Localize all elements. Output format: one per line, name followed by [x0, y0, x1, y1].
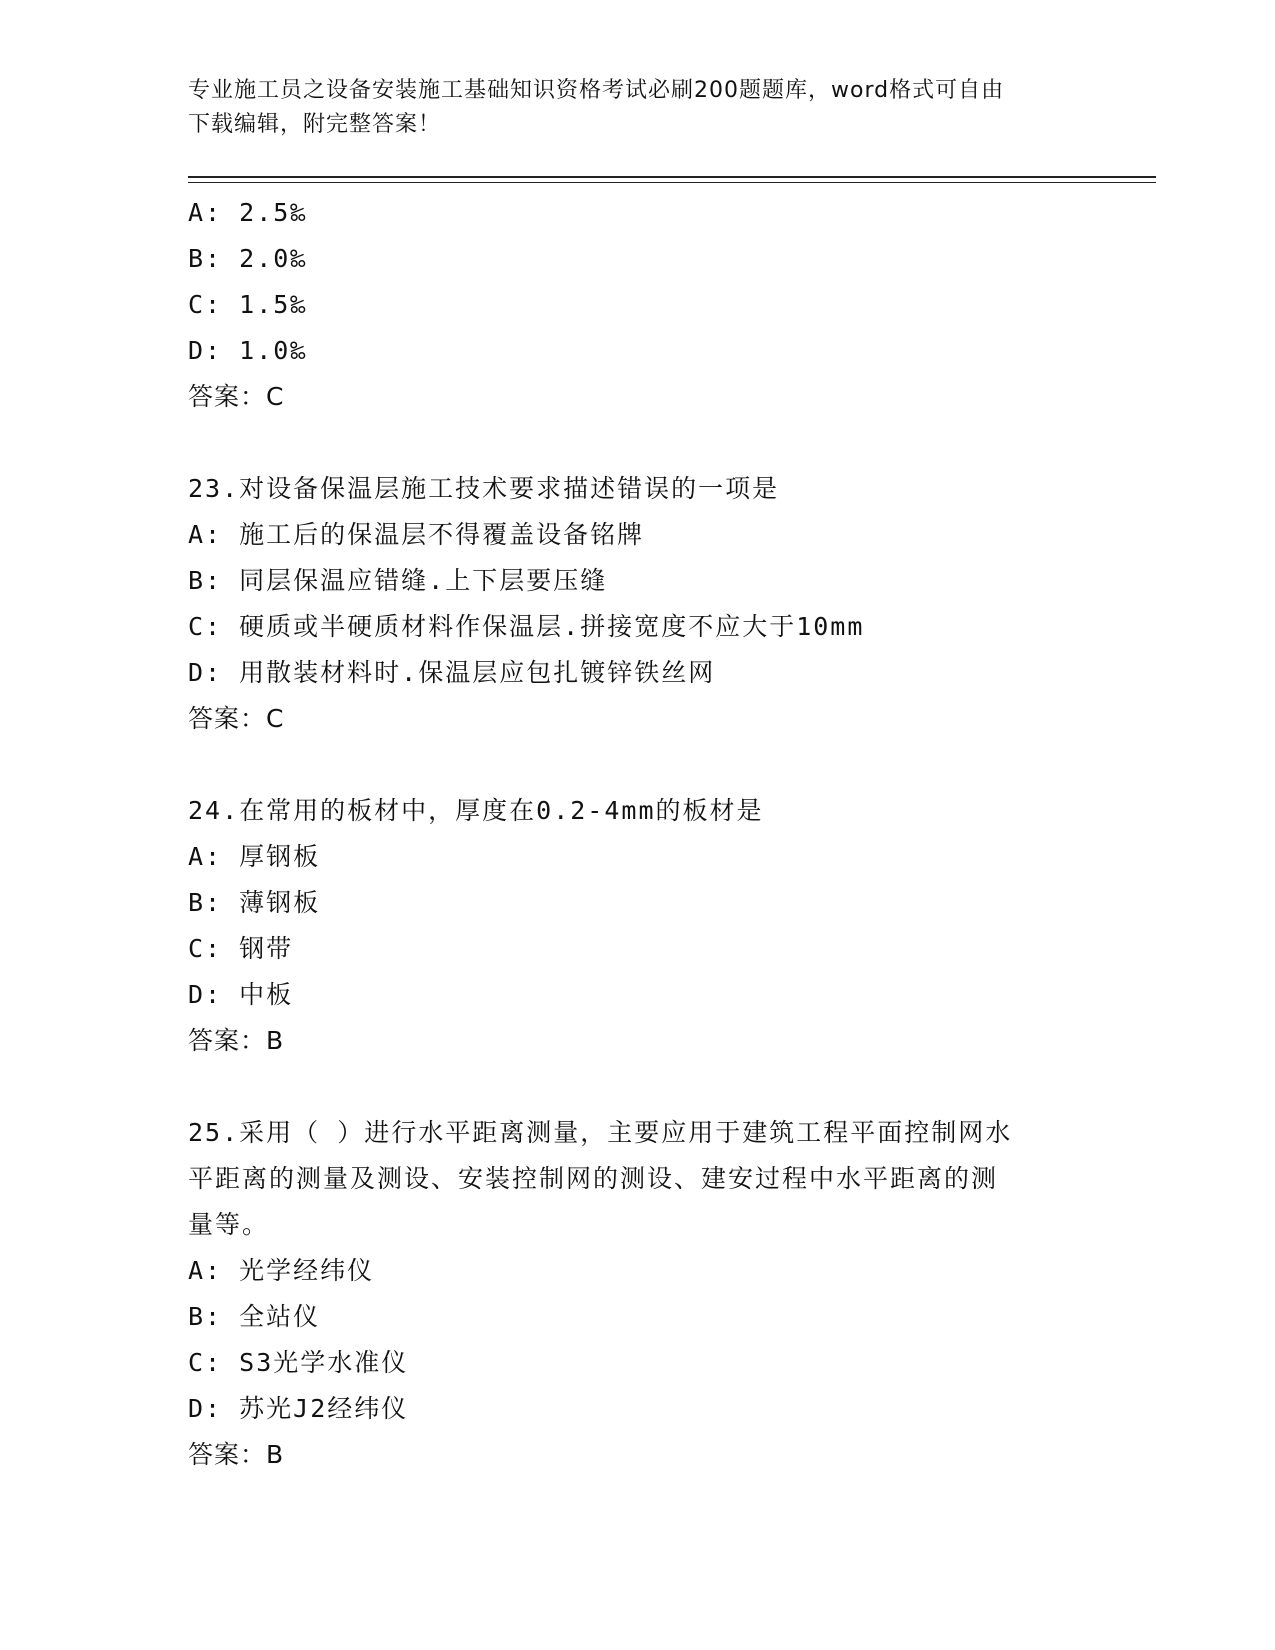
answer-line: 答案：C [188, 382, 285, 411]
option-a: A: 厚钢板 [188, 842, 321, 871]
spacer [188, 742, 1068, 788]
question-stem: 23.对设备保温层施工技术要求描述错误的一项是 [188, 474, 780, 503]
document-header [188, 74, 1068, 142]
answer-line: 答案：B [188, 1440, 285, 1469]
option-d: D: 用散装材料时.保温层应包扎镀锌铁丝网 [188, 658, 716, 687]
question-stem: 24.在常用的板材中，厚度在0.2-4mm的板材是 [188, 796, 764, 825]
option-b: B: 全站仪 [188, 1302, 321, 1331]
question-stem-line-1: 25.采用（ ）进行水平距离测量，主要应用于建筑工程平面控制网水 [188, 1118, 1013, 1147]
option-c: C: 钢带 [188, 934, 294, 963]
spacer [188, 1064, 1068, 1110]
question-list [188, 190, 1068, 1478]
spacer [188, 420, 1068, 466]
question-23 [188, 466, 1068, 742]
question-stem-line-2: 平距离的测量及测设、安装控制网的测设、建安过程中水平距离的测 [188, 1164, 999, 1193]
question-25 [188, 1110, 1068, 1478]
option-a: A: 2.5‰ [188, 198, 308, 227]
option-d: D: 苏光J2经纬仪 [188, 1394, 409, 1423]
question-24 [188, 788, 1068, 1064]
option-a: A: 光学经纬仪 [188, 1256, 375, 1285]
header-line-2: 下载编辑，附完整答案！ [188, 112, 442, 137]
option-a: A: 施工后的保温层不得覆盖设备铭牌 [188, 520, 645, 549]
header-divider-thin [188, 182, 1156, 183]
option-d: D: 1.0‰ [188, 336, 308, 365]
option-b: B: 2.0‰ [188, 244, 308, 273]
header-divider-thick [188, 176, 1156, 178]
option-c: C: S3光学水准仪 [188, 1348, 409, 1377]
question-22 [188, 190, 1068, 420]
answer-line: 答案：B [188, 1026, 285, 1055]
header-line-1: 专业施工员之设备安装施工基础知识资格考试必刷200题题库，word格式可自由 [188, 78, 1005, 103]
option-d: D: 中板 [188, 980, 294, 1009]
option-c: C: 硬质或半硬质材料作保温层.拼接宽度不应大于10mm [188, 612, 865, 641]
question-stem-line-3: 量等。 [188, 1210, 270, 1239]
option-b: B: 同层保温应错缝.上下层要压缝 [188, 566, 608, 595]
option-c: C: 1.5‰ [188, 290, 308, 319]
option-b: B: 薄钢板 [188, 888, 321, 917]
answer-line: 答案：C [188, 704, 285, 733]
